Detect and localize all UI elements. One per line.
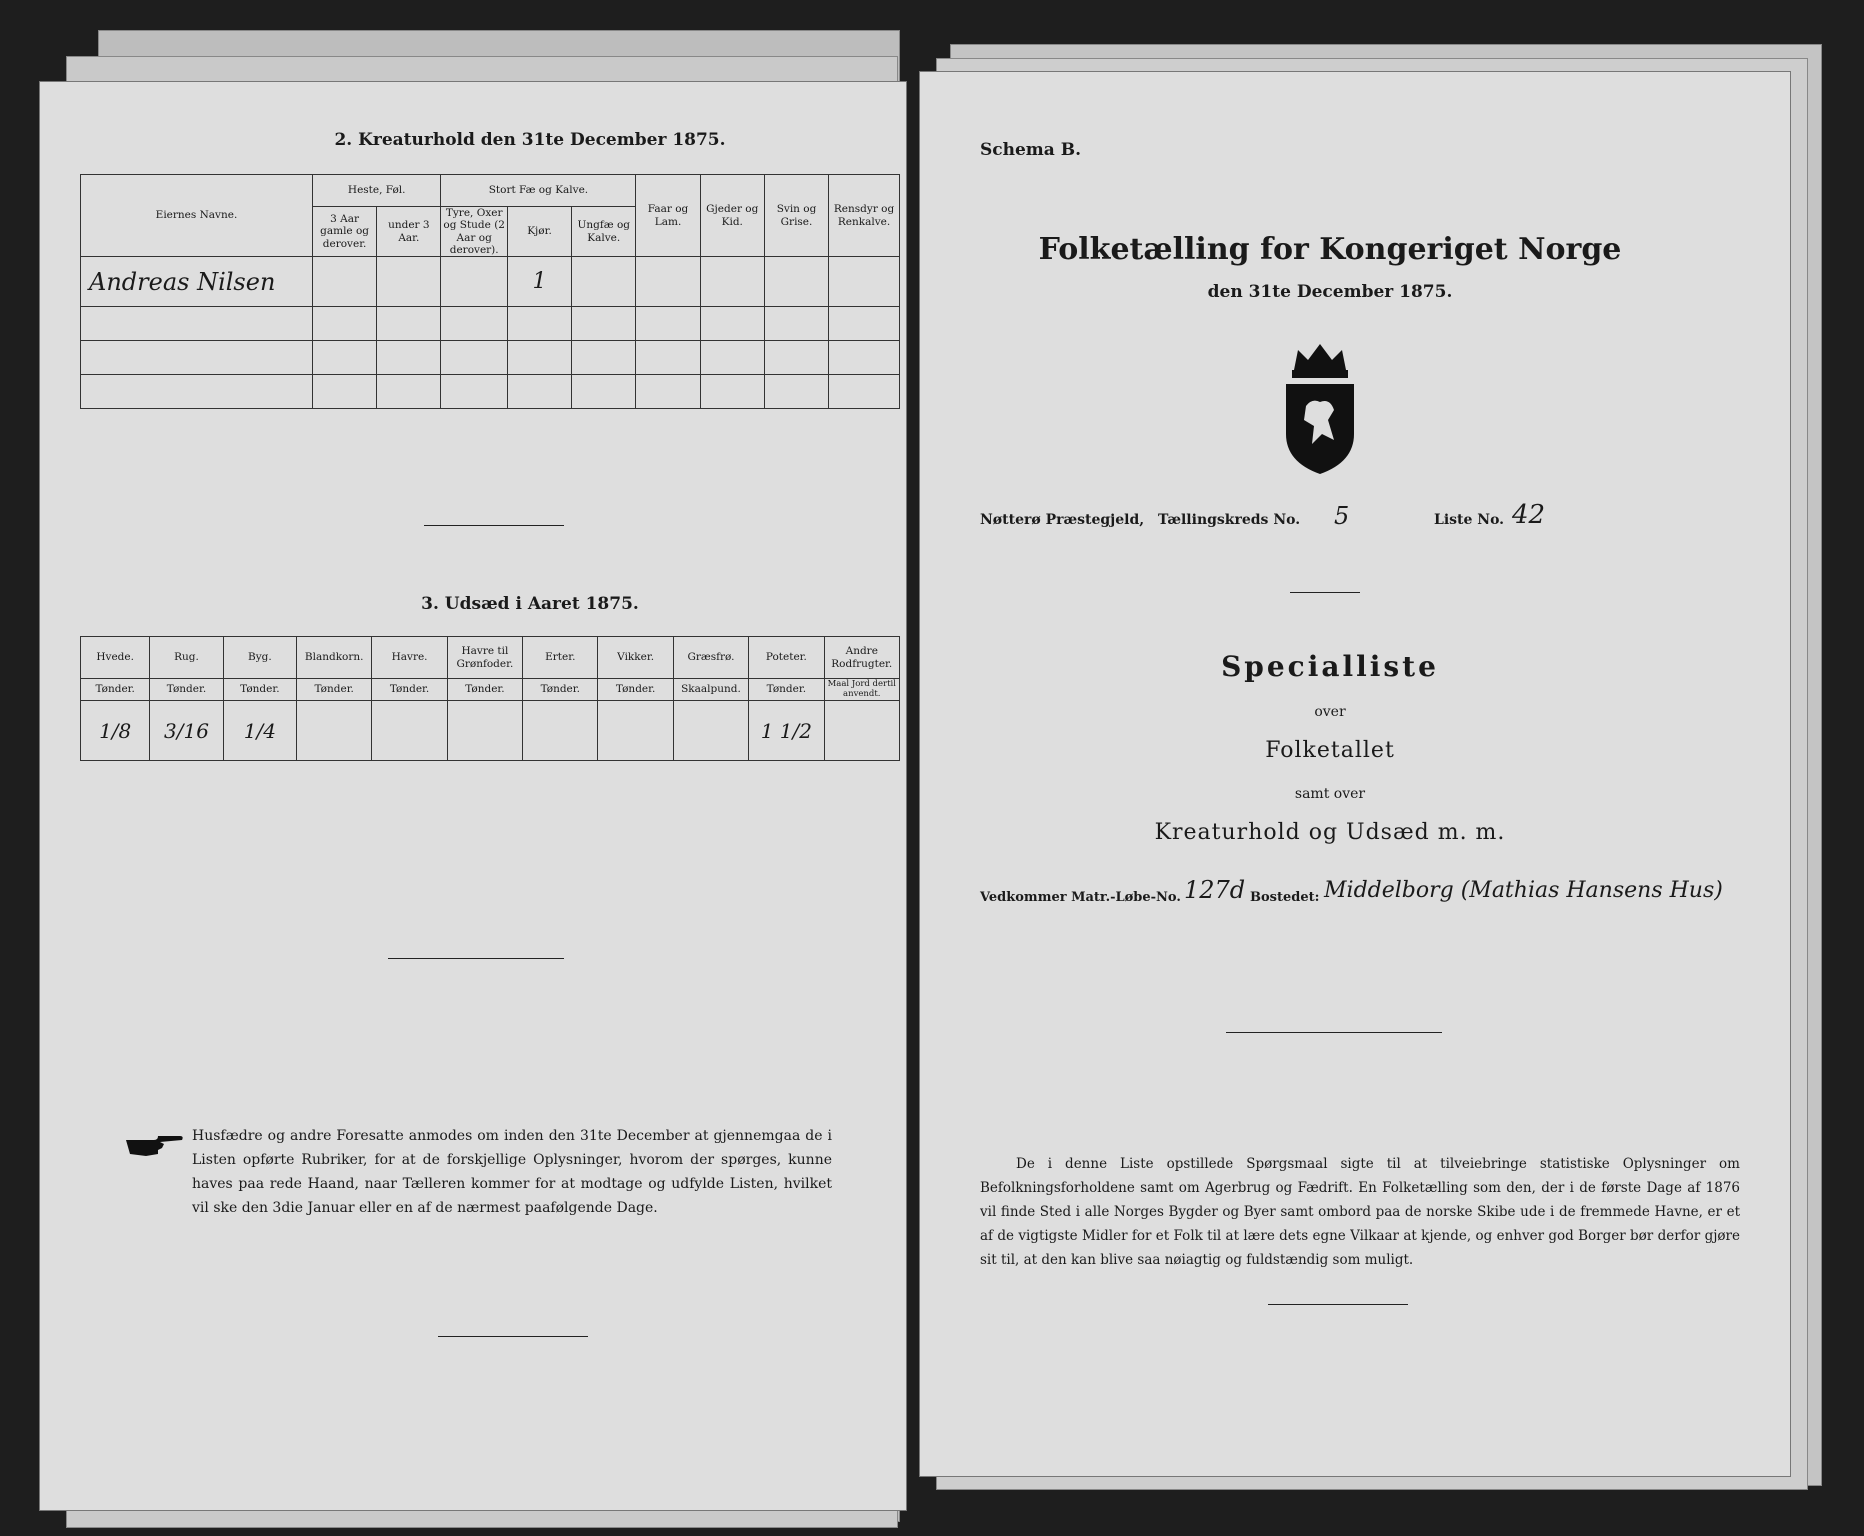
table-row bbox=[81, 257, 900, 307]
section-3-title: 3. Udsæd i Aaret 1875. bbox=[421, 594, 639, 614]
value-cell bbox=[673, 701, 748, 761]
value-cell: 3/16 bbox=[150, 701, 223, 761]
col-rug: Rug. bbox=[150, 637, 223, 679]
unit-cell: Skaalpund. bbox=[673, 679, 748, 701]
livestock-table bbox=[80, 174, 900, 409]
horses-adult-header: 3 Aar gamle og derover. bbox=[312, 207, 376, 257]
table-row bbox=[81, 701, 900, 761]
kreds-value: 5 bbox=[1334, 502, 1350, 530]
right-page bbox=[920, 72, 1790, 1476]
value-cell bbox=[824, 701, 899, 761]
value-cell bbox=[372, 701, 447, 761]
cows-value-cell: 1 bbox=[507, 257, 571, 307]
cows-header: Kjør. bbox=[507, 207, 571, 257]
matr-value: 127d bbox=[1184, 876, 1246, 904]
section-2-title: 2. Kreaturhold den 31te December 1875. bbox=[334, 130, 726, 150]
col-hvede: Hvede. bbox=[81, 637, 150, 679]
bulls-header: Tyre, Oxer og Stude (2 Aar og derover). bbox=[441, 207, 507, 257]
col-graesfro: Græsfrø. bbox=[673, 637, 748, 679]
value-cell bbox=[297, 701, 372, 761]
schema-label: Schema B. bbox=[980, 140, 1082, 160]
goats-header: Gjeder og Kid. bbox=[700, 175, 764, 257]
pigs-header: Svin og Grise. bbox=[764, 175, 828, 257]
divider bbox=[1268, 1304, 1408, 1305]
bosted-label: Bostedet: bbox=[1250, 890, 1320, 905]
bosted-value: Middelborg (Mathias Hansens Hus) bbox=[1324, 878, 1723, 903]
liste-label: Liste No. bbox=[1434, 512, 1505, 528]
unit-cell: Tønder. bbox=[372, 679, 447, 701]
unit-cell: Tønder. bbox=[598, 679, 673, 701]
coat-of-arms-icon bbox=[1278, 340, 1362, 476]
unit-cell: Tønder. bbox=[81, 679, 150, 701]
notice-text: Husfædre og andre Foresatte anmodes om inden den 31te December at gjennemgaa de i Listen opførte Rubriker, for at de forskjellige Oplysninger, hvorom der spørges, kunne haves paa rede Haand, naar Tælleren kommer for at modtage og udfylde Listen, hvilket vil ske den 3die Januar eller en af de nærmest paafølgende Dage. bbox=[192, 1128, 832, 1216]
value-cell bbox=[447, 701, 522, 761]
reindeer-header: Rensdyr og Renkalve. bbox=[829, 175, 900, 257]
owner-name-header: Eiernes Navne. bbox=[81, 175, 313, 257]
matr-label: Vedkommer Matr.-Løbe-No. bbox=[980, 890, 1181, 905]
divider bbox=[424, 525, 564, 526]
col-vikker: Vikker. bbox=[598, 637, 673, 679]
kreaturhold-heading: Kreaturhold og Udsæd m. m. bbox=[1154, 820, 1506, 845]
col-blandkorn: Blandkorn. bbox=[297, 637, 372, 679]
parish-label: Nøtterø Præstegjeld, bbox=[980, 512, 1145, 528]
specialliste-heading: Specialliste bbox=[1221, 650, 1439, 683]
col-erter: Erter. bbox=[523, 637, 598, 679]
folketallet-heading: Folketallet bbox=[1265, 738, 1395, 763]
intro-paragraph: De i denne Liste opstillede Spørgsmaal sigte til at tilveiebringe statistiske Oplysninger om Befolkningsforholdene samt om Agerbrug og Fædrift. En Folketælling som den, der i de første Dage af 1876 vil finde Sted i alle Norges Bygder og Byer samt ombord paa de norske Skibe ude i de fremmede Havne, er et af de vigtigste Midler for et Folk til at lære dets egne Vilkaar at kjende, og enhver god Borger bør derfor gjøre sit til, at den kan blive saa nøiagtig og fuldstændig som muligt. bbox=[980, 1156, 1740, 1268]
sheep-header: Faar og Lam. bbox=[636, 175, 700, 257]
owner-name-cell: Andreas Nilsen bbox=[81, 257, 313, 307]
cattle-group-header: Stort Fæ og Kalve. bbox=[441, 175, 636, 207]
value-cell: 1/4 bbox=[223, 701, 296, 761]
unit-cell: Tønder. bbox=[749, 679, 824, 701]
census-date: den 31te December 1875. bbox=[1207, 282, 1453, 302]
kreds-label: Tællingskreds No. bbox=[1158, 512, 1301, 528]
col-byg: Byg. bbox=[223, 637, 296, 679]
horses-group-header: Heste, Føl. bbox=[312, 175, 441, 207]
unit-cell: Tønder. bbox=[223, 679, 296, 701]
unit-cell: Tønder. bbox=[297, 679, 372, 701]
unit-cell: Tønder. bbox=[447, 679, 522, 701]
over-text: over bbox=[1314, 704, 1346, 720]
liste-value: 42 bbox=[1512, 500, 1546, 530]
divider bbox=[388, 958, 564, 959]
horses-young-header: under 3 Aar. bbox=[377, 207, 441, 257]
unit-cell: Tønder. bbox=[523, 679, 598, 701]
unit-cell: Maal Jord dertil anvendt. bbox=[824, 679, 899, 701]
value-cell bbox=[523, 701, 598, 761]
col-poteter: Poteter. bbox=[749, 637, 824, 679]
census-title: Folketælling for Kongeriget Norge bbox=[1038, 232, 1622, 267]
pointing-hand-icon bbox=[124, 1132, 184, 1160]
divider bbox=[438, 1336, 588, 1337]
col-andre: Andre Rodfrugter. bbox=[824, 637, 899, 679]
left-page bbox=[40, 82, 906, 1510]
seed-table bbox=[80, 636, 900, 761]
col-havre: Havre. bbox=[372, 637, 447, 679]
samt-over-text: samt over bbox=[1294, 786, 1366, 802]
divider bbox=[1290, 592, 1360, 593]
value-cell: 1/8 bbox=[81, 701, 150, 761]
unit-cell: Tønder. bbox=[150, 679, 223, 701]
divider bbox=[1226, 1032, 1442, 1033]
value-cell bbox=[598, 701, 673, 761]
calves-header: Ungfæ og Kalve. bbox=[572, 207, 636, 257]
value-cell: 1 1/2 bbox=[749, 701, 824, 761]
col-havre-gronfoder: Havre til Grønfoder. bbox=[447, 637, 522, 679]
